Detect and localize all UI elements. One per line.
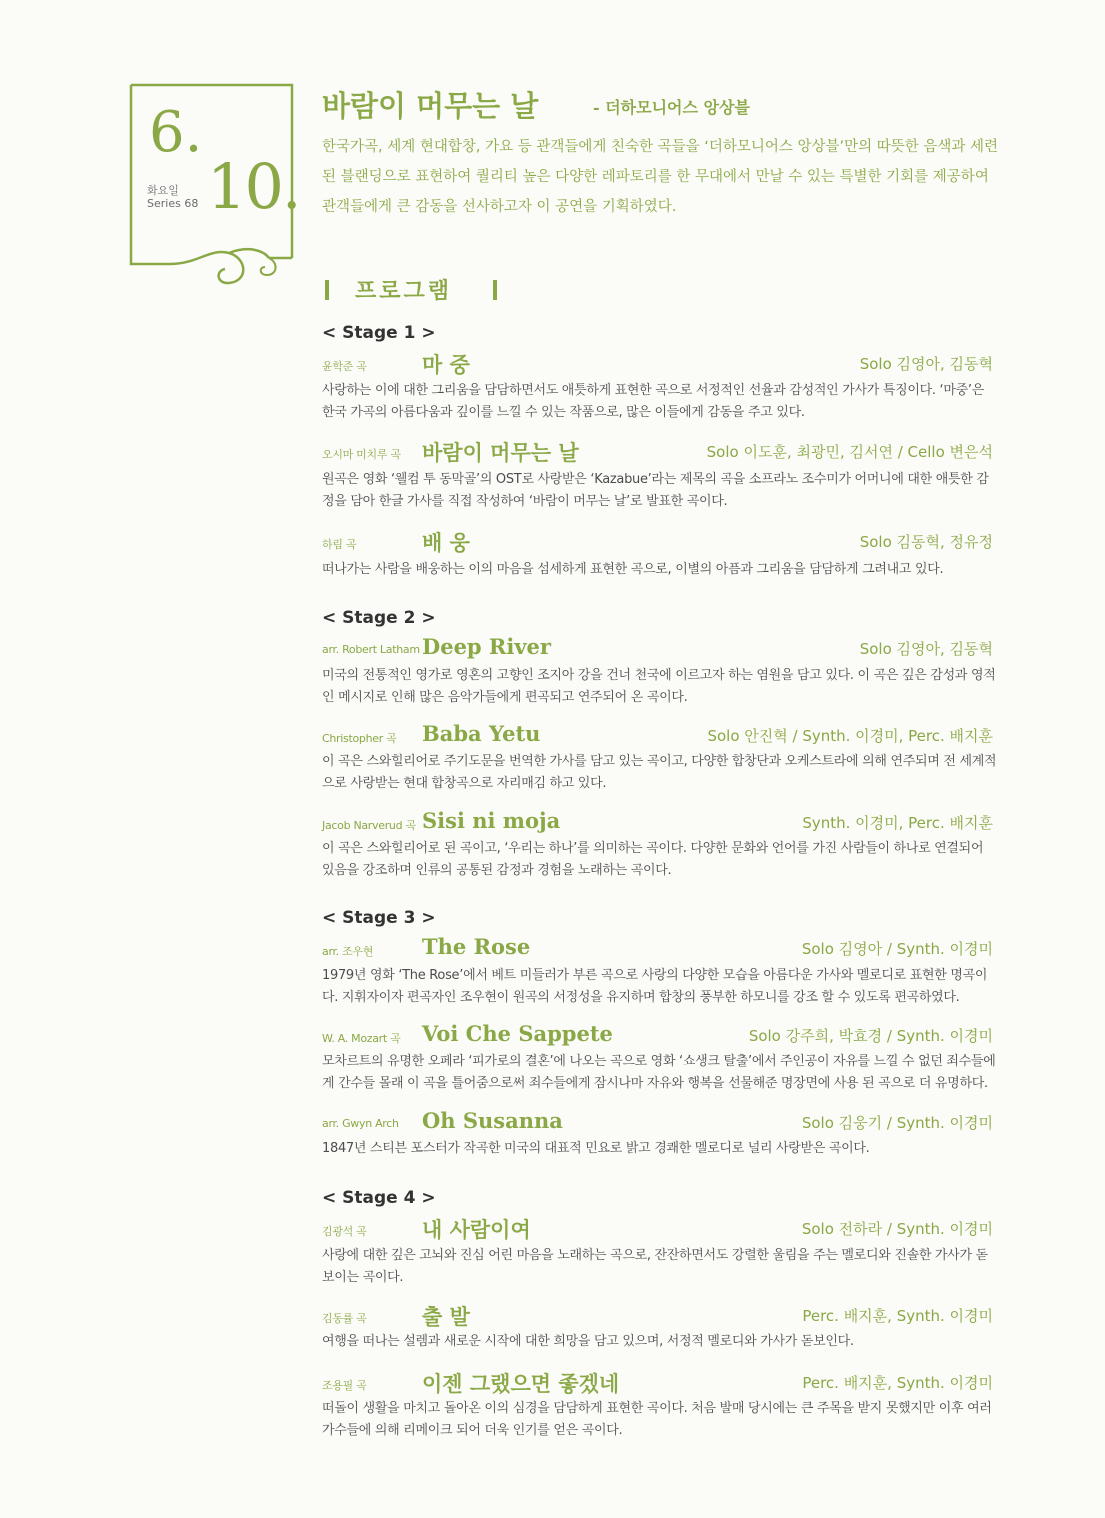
- song-description: 이 곡은 스와힐리어로 된 곡이고, ‘우리는 하나’를 의미하는 곡이다. 다양한 문화와 언어를 가진 사람들이 하나로 연결되어 있음을 강조하며 인류의 공통된 감정과 경험을 노래하는 곡이다.: [322, 841, 984, 878]
- song-description: 여행을 떠나는 설렘과 새로운 시작에 대한 희망을 담고 있으며, 서정적 멜로디와 가사가 돋보인다.: [322, 1334, 854, 1349]
- song-description: 떠돌이 생활을 마치고 돌아온 이의 심경을 담담하게 표현한 곡이다. 처음 발매 당시에는 큰 주목을 받지 못했지만 이후 여러 가수들에 의해 리메이크 되어 더욱 인기를 얻은 곡이다.: [322, 1401, 992, 1438]
- song-description: 미국의 전통적인 영가로 영혼의 고향인 조지아 강을 건너 천국에 이르고자 하는 염원을 담고 있다. 이 곡은 깊은 감성과 영적인 메시지로 인해 많은 음악가들에게 편곡되고 연주되어 온 곡이다.: [322, 668, 996, 705]
- song-description: 1847년 스티븐 포스터가 작곡한 미국의 대표적 민요로 밝고 경쾌한 멜로디로 널리 사랑받은 곡이다.: [322, 1141, 870, 1156]
- song-composer: 하림 곡: [322, 538, 357, 551]
- song-title: Voi Che Sappete: [422, 1021, 613, 1046]
- date-day: 10.: [207, 150, 300, 223]
- song-description: 이 곡은 스와힐리어로 주기도문을 번역한 가사를 담고 있는 곡이고, 다양한 합창단과 오케스트라에 의해 연주되며 전 세계적으로 사랑받는 현대 합창곡으로 자리매김 하고 있다.: [322, 754, 997, 791]
- song-composer: 윤학준 곡: [322, 360, 367, 373]
- song-composer: arr. 조우현: [322, 945, 374, 958]
- stage-heading: < Stage 3 >: [322, 908, 436, 928]
- song-composer: arr. Gwyn Arch: [322, 1117, 399, 1130]
- song-composer: 김동률 곡: [322, 1312, 367, 1325]
- song-title: Oh Susanna: [422, 1108, 563, 1133]
- song-performers: Solo 강주희, 박효경 / Synth. 이경미: [748, 1027, 993, 1045]
- song-description: 원곡은 영화 ‘웰컴 투 동막골’의 OST로 사랑받은 ‘Kazabue’라는 제목의 곡을 소프라노 조수미가 어머니에 대한 애틋한 감정을 담아 한글 가사를 직접 작성하여 ‘바람이 머무는 날’로 발표한 곡이다.: [322, 472, 989, 509]
- song-description: 모차르트의 유명한 오페라 ‘피가로의 결혼’에 나오는 곡으로 영화 ‘쇼생크 탈출’에서 주인공이 자유를 느낄 수 없던 죄수들에게 간수들 몰래 이 곡을 틀어줌으로써 죄수들에게 잠시나마 자유와 행복을 선물해준 명장면에 사용 된 곡으로 더 유명하다.: [322, 1054, 996, 1091]
- program-bar-right: [493, 280, 497, 300]
- date-series: Series 68: [147, 197, 199, 210]
- song-title: 출 발: [422, 1304, 470, 1329]
- song-title: Sisi ni moja: [422, 808, 561, 833]
- program-heading: 프로그램: [355, 278, 453, 304]
- song-performers: Solo 전하라 / Synth. 이경미: [801, 1220, 993, 1238]
- song-composer: Christopher 곡: [322, 732, 397, 745]
- date-month: 6.: [149, 100, 203, 165]
- song-description: 1979년 영화 ‘The Rose’에서 베트 미들러가 부른 곡으로 사랑의 다양한 모습을 아름다운 가사와 멜로디로 표현한 명곡이다. 지휘자이자 편곡자인 조우현이 원곡의 서정성을 유지하며 합창의 풍부한 하모니를 강조 할 수 있도록 편곡하였다.: [322, 968, 988, 1005]
- song-title: Baba Yetu: [422, 721, 541, 746]
- song-performers: Perc. 배지훈, Synth. 이경미: [802, 1374, 993, 1392]
- song-performers: Solo 김동혁, 정유정: [859, 533, 993, 551]
- song-composer: 조용필 곡: [322, 1379, 367, 1392]
- song-description: 사랑하는 이에 대한 그리움을 담담하면서도 애틋하게 표현한 곡으로 서정적인 선율과 감성적인 가사가 특징이다. ‘마중’은 한국 가곡의 아름다움과 깊이를 느낄 수 있는 작품으로, 많은 이들에게 감동을 주고 있다.: [322, 383, 984, 420]
- song-title: The Rose: [422, 934, 531, 959]
- song-performers: Solo 김영아, 김동혁: [859, 355, 993, 373]
- song-title: Deep River: [422, 634, 551, 659]
- song-title: 이젠 그랬으면 좋겠네: [422, 1371, 620, 1396]
- song-composer: Jacob Narverud 곡: [322, 819, 416, 832]
- song-composer: 김광석 곡: [322, 1225, 367, 1238]
- song-performers: Synth. 이경미, Perc. 배지훈: [802, 814, 993, 832]
- song-description: 사랑에 대한 깊은 고뇌와 진심 어린 마음을 노래하는 곡으로, 잔잔하면서도 강렬한 울림을 주는 멜로디와 진솔한 가사가 돋보이는 곡이다.: [322, 1248, 988, 1285]
- stage-heading: < Stage 1 >: [322, 323, 436, 343]
- song-composer: arr. Robert Latham: [322, 643, 420, 656]
- song-description: 떠나가는 사람을 배웅하는 이의 마음을 섬세하게 표현한 곡으로, 이별의 아픔과 그리움을 담담하게 그려내고 있다.: [322, 562, 944, 577]
- song-performers: Solo 이도훈, 최광민, 김서연 / Cello 변은석: [706, 443, 993, 461]
- program-bar-left: [325, 280, 329, 300]
- concert-subtitle: - 더하모니어스 앙상블: [593, 98, 750, 117]
- song-title: 바람이 머무는 날: [422, 440, 579, 465]
- stage-heading: < Stage 2 >: [322, 608, 436, 628]
- song-performers: Solo 안진혁 / Synth. 이경미, Perc. 배지훈: [707, 727, 993, 745]
- song-performers: Solo 김영아 / Synth. 이경미: [801, 940, 993, 958]
- song-performers: Perc. 배지훈, Synth. 이경미: [802, 1307, 993, 1325]
- song-title: 마 중: [422, 352, 470, 377]
- song-composer: 오시마 미치루 곡: [322, 448, 401, 461]
- song-performers: Solo 김웅기 / Synth. 이경미: [801, 1114, 993, 1132]
- song-title: 내 사람이여: [422, 1217, 531, 1242]
- date-weekday: 화요일: [147, 184, 179, 197]
- concert-intro: 한국가곡, 세계 현대합창, 가요 등 관객들에게 친숙한 곡들을 ‘더하모니어스 앙상블’만의 따뜻한 음색과 세련된 블랜딩으로 표현하여 퀄리티 높은 다양한 레파토리를 한 무대에서 만날 수 있는 특별한 기회를 제공하여 관객들에게 큰 감동을 선사하고자 이 공연을 기획하였다.: [322, 139, 999, 215]
- stage-heading: < Stage 4 >: [322, 1188, 436, 1208]
- concert-title: 바람이 머무는 날: [322, 89, 539, 123]
- song-composer: W. A. Mozart 곡: [322, 1032, 401, 1045]
- song-performers: Solo 김영아, 김동혁: [859, 640, 993, 658]
- date-box: [129, 83, 300, 264]
- song-title: 배 웅: [422, 530, 470, 555]
